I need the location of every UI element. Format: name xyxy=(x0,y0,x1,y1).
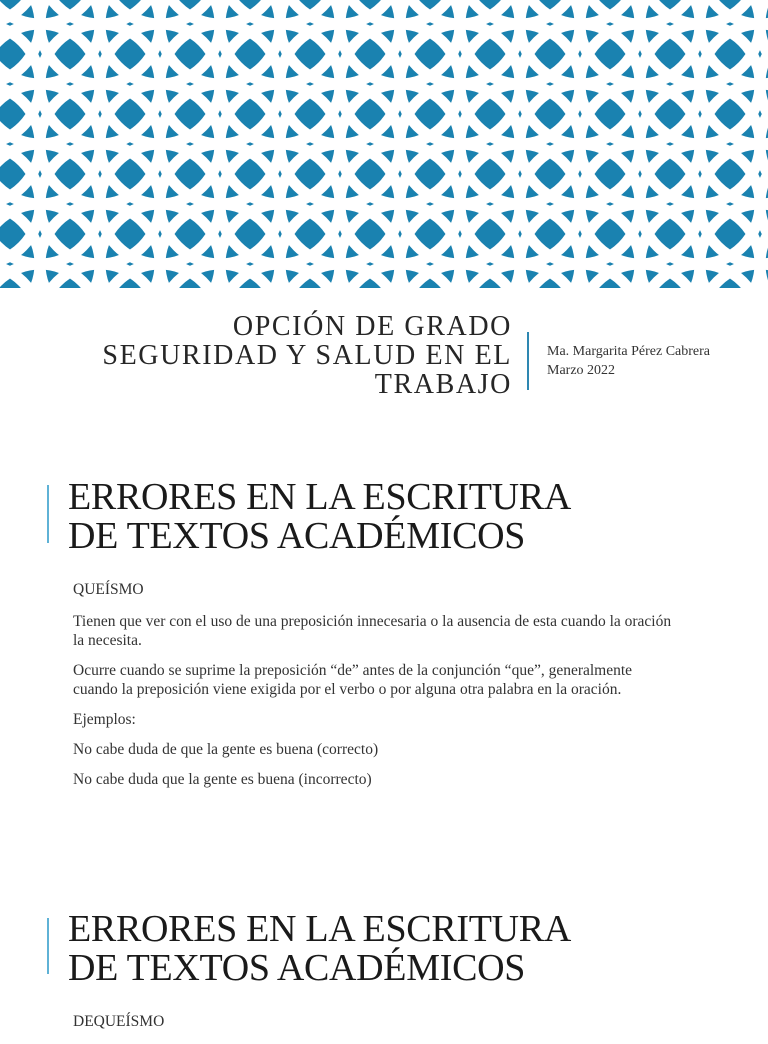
slide-3-heading-line-2: DE TEXTOS ACADÉMICOS xyxy=(68,947,526,989)
slide-3-heading-line-1: ERRORES EN LA ESCRITURA xyxy=(68,908,571,950)
slide-3-body xyxy=(73,1012,673,1044)
slide-2-heading-line-1: ERRORES EN LA ESCRITURA xyxy=(68,476,571,518)
slide-3-subheading: DEQUEÍSMO xyxy=(73,1013,165,1030)
title-divider xyxy=(527,332,529,390)
slide-2-example-correct: No cabe duda de que la gente es buena (correcto) xyxy=(73,741,379,758)
slide-2-paragraph-3: Ejemplos: xyxy=(73,711,136,728)
slide-2-heading xyxy=(68,478,571,556)
slide-3-accent-bar xyxy=(47,918,49,974)
slide-2-body xyxy=(73,580,673,800)
presentation-date: Marzo 2022 xyxy=(547,363,616,378)
author-info xyxy=(547,342,710,380)
presentation-title xyxy=(0,312,512,399)
decorative-circle-pattern xyxy=(0,0,768,288)
slide-2-paragraph-1: Tienen que ver con el uso de una preposición innecesaria o la ausencia de esta cuando la oración la necesita. xyxy=(73,613,672,649)
title-line-3: TRABAJO xyxy=(374,369,512,400)
title-line-1: OPCIÓN DE GRADO xyxy=(232,311,512,342)
slide-2-example-incorrect: No cabe duda que la gente es buena (incorrecto) xyxy=(73,771,372,788)
slide-2-paragraph-2: Ocurre cuando se suprime la preposición “de” antes de la conjunción “que”, generalmente cuando la preposición viene exigida por el verbo o por alguna otra palabra en la oración. xyxy=(73,662,633,698)
slide-2-heading-line-2: DE TEXTOS ACADÉMICOS xyxy=(68,515,526,557)
slide-2-subheading: QUEÍSMO xyxy=(73,581,144,598)
slide-3-heading xyxy=(68,910,571,988)
title-line-2: SEGURIDAD Y SALUD EN EL xyxy=(102,340,512,371)
author-name: Ma. Margarita Pérez Cabrera xyxy=(547,344,710,359)
slide-2-accent-bar xyxy=(47,485,49,543)
